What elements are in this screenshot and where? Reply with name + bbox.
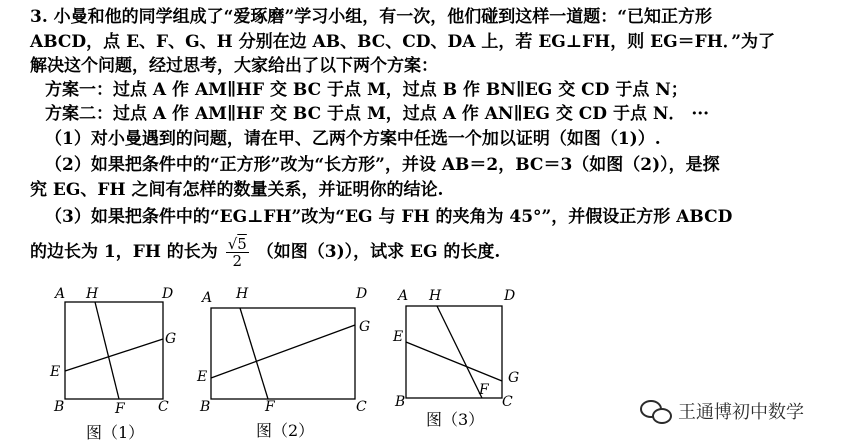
figure-3-label-b: B — [395, 394, 406, 410]
figure-3-label-h: H — [429, 288, 442, 304]
figure-3-label-c: C — [502, 394, 513, 410]
watermark — [640, 393, 840, 429]
question-3-line-2 — [30, 236, 500, 269]
figure-1-label-d: D — [162, 286, 174, 302]
figure-1-caption: 图（1） — [86, 423, 145, 442]
figure-2-label-f: F — [265, 399, 275, 415]
question-3-prefix: 的边长为 1，FH 的长为 — [30, 242, 218, 262]
problem-line-3: 解决这个问题，经过思考，大家给出了以下两个方案： — [30, 56, 438, 76]
figure-1-label-b: B — [54, 399, 65, 415]
figure-1-label-h: H — [86, 286, 99, 302]
question-1: （1）对小曼遇到的问题，请在甲、乙两个方案中任选一个加以证明（如图（1)）. — [45, 129, 661, 149]
figure-2-label-g: G — [359, 319, 371, 335]
question-2-line-2: 究 EG、FH 之间有怎样的数量关系，并证明你的结论. — [30, 180, 444, 200]
figure-3-label-e: E — [393, 329, 404, 345]
figure-2-diagram — [196, 284, 376, 444]
figure-3 — [390, 284, 530, 448]
problem-line-2: ABCD，点 E、F、G、H 分别在边 AB、BC、CD、DA 上，若 EG⊥FH，则 EG＝FH．”为了 — [30, 32, 776, 52]
figure-3-label-a: A — [398, 288, 409, 304]
fraction-denominator: 2 — [232, 252, 243, 270]
figure-2-label-a: A — [202, 290, 213, 306]
figure-2-label-b: B — [200, 399, 211, 415]
figure-2-caption: 图（2） — [256, 421, 315, 440]
figure-3-label-d: D — [504, 288, 516, 304]
sqrt5-over-2-fraction — [226, 236, 249, 269]
figure-2-label-d: D — [356, 286, 368, 302]
question-3-line-1: （3）如果把条件中的“EG⊥FH”改为“EG 与 FH 的夹角为 45°”，并假设正方形 ABCD — [45, 207, 733, 227]
figure-1-label-c: C — [158, 399, 169, 415]
figure-2-label-e: E — [197, 369, 208, 385]
figure-1-label-e: E — [50, 364, 61, 380]
figure-1-label-f: F — [115, 401, 125, 417]
figure-1-diagram — [48, 284, 188, 444]
fraction-numerator: √5 — [227, 235, 247, 253]
question-3-suffix: （如图（3)），试求 EG 的长度. — [256, 242, 501, 262]
figure-3-label-f: F — [479, 382, 489, 398]
figure-1-label-g: G — [165, 331, 177, 347]
plan-one: 方案一：过点 A 作 AM∥HF 交 BC 于点 M，过点 B 作 BN∥EG 交 CD 于点 N； — [45, 80, 688, 100]
figure-2-label-c: C — [356, 399, 367, 415]
figure-2 — [196, 284, 376, 448]
question-2-line-1: （2）如果把条件中的“正方形”改为“长方形”，并设 AB＝2，BC＝3（如图（2)），是探 — [45, 155, 720, 175]
problem-line-1: 3. 小曼和他的同学组成了“爱琢磨”学习小组，有一次，他们碰到这样一道题：“已知正方形 — [30, 7, 712, 27]
figure-3-caption: 图（3） — [426, 410, 485, 429]
watermark-text: 王通博初中数学 — [678, 402, 804, 423]
wechat-icon — [640, 398, 670, 424]
figure-1 — [48, 284, 188, 448]
figure-2-label-h: H — [236, 286, 249, 302]
figure-1-label-a: A — [55, 286, 66, 302]
plan-two: 方案二：过点 A 作 AM∥HF 交 BC 于点 M，过点 A 作 AN∥EG 交 CD 于点 N． ··· — [45, 104, 710, 124]
figure-3-label-g: G — [508, 370, 520, 386]
figure-3-diagram — [390, 284, 530, 444]
